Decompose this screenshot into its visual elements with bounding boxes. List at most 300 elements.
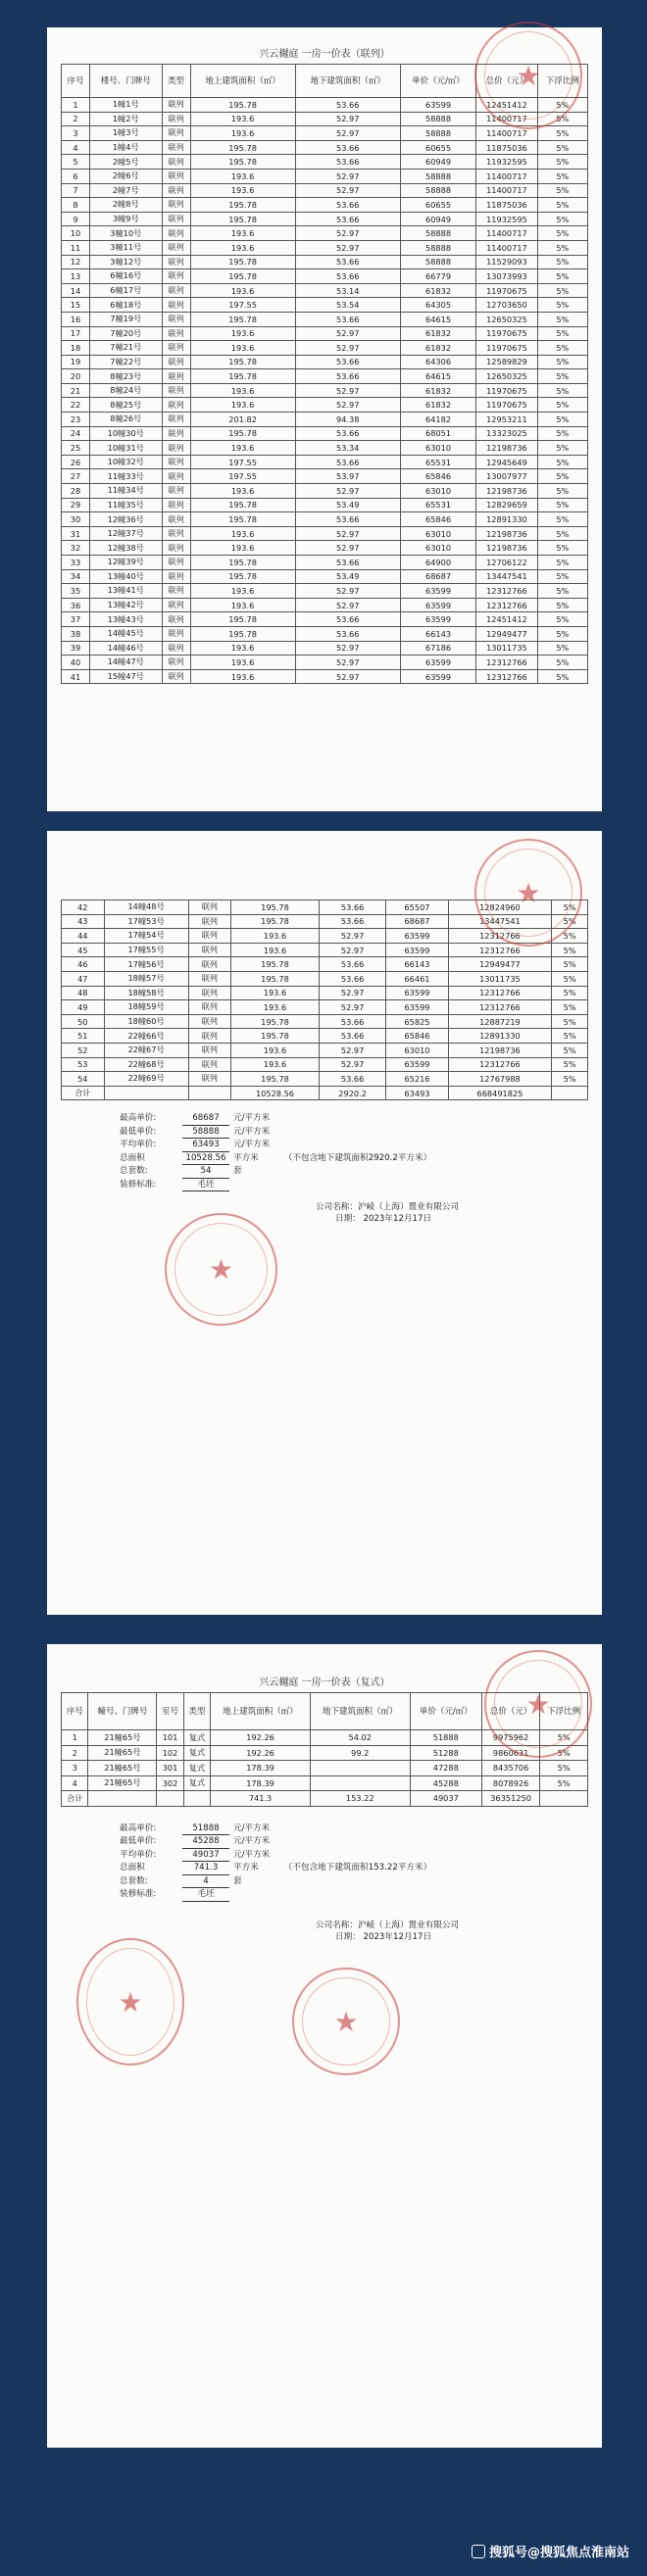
table-row bbox=[62, 441, 588, 456]
table-cell: 11幢35号 bbox=[89, 498, 162, 512]
table-cell: 52.97 bbox=[319, 1057, 386, 1072]
table-row bbox=[62, 526, 588, 541]
table-cell: 5% bbox=[537, 469, 587, 484]
table-cell: 12312766 bbox=[448, 1057, 552, 1072]
table-cell: 10 bbox=[62, 226, 90, 241]
table-cell: 5% bbox=[537, 612, 587, 627]
table-cell: 48 bbox=[62, 986, 105, 1000]
table-cell: 192.26 bbox=[211, 1745, 311, 1761]
table-row bbox=[62, 1775, 588, 1791]
table-cell: 2幢8号 bbox=[89, 198, 162, 213]
table-cell: 54 bbox=[62, 1072, 105, 1087]
table-cell: 195.78 bbox=[190, 212, 295, 226]
table-cell: 11970675 bbox=[476, 398, 537, 413]
table-cell: 32 bbox=[62, 541, 90, 556]
table-cell: 5% bbox=[537, 413, 587, 427]
table-cell: 3 bbox=[62, 1761, 88, 1776]
table-cell: 52.97 bbox=[295, 526, 400, 541]
table-cell: 193.6 bbox=[190, 326, 295, 341]
table-cell: 联列 bbox=[162, 656, 190, 670]
table-cell: 联列 bbox=[162, 140, 190, 155]
table-cell: 5% bbox=[537, 269, 587, 284]
table-cell: 12312766 bbox=[476, 584, 537, 599]
table-cell: 5% bbox=[537, 498, 587, 512]
table-cell: 联列 bbox=[188, 1043, 231, 1057]
table-cell: 10幢32号 bbox=[89, 455, 162, 469]
table-cell: 13447541 bbox=[448, 914, 552, 929]
table-cell: 193.6 bbox=[190, 169, 295, 183]
table-cell: 52.97 bbox=[319, 1000, 386, 1015]
table-cell: 53.66 bbox=[295, 369, 400, 384]
table-cell: 52.97 bbox=[295, 240, 400, 255]
table-cell: 52.97 bbox=[319, 1043, 386, 1057]
table-cell: 201.82 bbox=[190, 413, 295, 427]
table-cell: 5% bbox=[552, 1057, 588, 1072]
table-cell: 36351250 bbox=[482, 1791, 540, 1807]
table-cell: 5% bbox=[552, 986, 588, 1000]
table-row bbox=[62, 212, 588, 226]
table-cell: 68687 bbox=[400, 569, 475, 584]
table-cell: 联列 bbox=[188, 929, 231, 944]
table-cell: 联列 bbox=[162, 441, 190, 456]
table-cell: 193.6 bbox=[190, 598, 295, 612]
table-cell: 52.97 bbox=[295, 484, 400, 499]
table-cell: 195.78 bbox=[231, 971, 320, 986]
table-cell: 64615 bbox=[400, 369, 475, 384]
table-row bbox=[62, 398, 588, 413]
table-cell: 6幢17号 bbox=[89, 283, 162, 298]
table-cell: 联列 bbox=[188, 1072, 231, 1087]
table-cell: 5% bbox=[552, 1000, 588, 1015]
table-cell: 5% bbox=[537, 183, 587, 198]
table-cell: 联列 bbox=[162, 426, 190, 441]
table-cell: 193.6 bbox=[190, 584, 295, 599]
table-cell: 12 bbox=[62, 255, 90, 269]
table-cell: 53.66 bbox=[295, 455, 400, 469]
table-cell: 53.66 bbox=[319, 957, 386, 972]
table-cell: 12891330 bbox=[448, 1029, 552, 1044]
table-cell: 2 bbox=[62, 112, 90, 126]
table-cell: 63599 bbox=[400, 584, 475, 599]
table-cell: 21幢65号 bbox=[88, 1745, 157, 1761]
company-name: 公司名称：沪崚（上海）置业有限公司 bbox=[316, 1202, 460, 1213]
table-cell: 36 bbox=[62, 598, 90, 612]
table-cell: 63599 bbox=[386, 943, 448, 957]
table-cell: 5% bbox=[552, 929, 588, 944]
table-cell: 5% bbox=[537, 641, 587, 656]
company-seal-icon: ★ bbox=[76, 1938, 184, 2066]
table-cell: 13011735 bbox=[448, 971, 552, 986]
table-cell: 37 bbox=[62, 612, 90, 627]
column-header: 类型 bbox=[162, 65, 190, 98]
table-cell: 63010 bbox=[400, 484, 475, 499]
table-cell: 66461 bbox=[386, 971, 448, 986]
table-cell: 60655 bbox=[400, 198, 475, 213]
table-cell: 24 bbox=[62, 426, 90, 441]
table-cell: 7幢22号 bbox=[89, 355, 162, 369]
table-cell: 58888 bbox=[400, 240, 475, 255]
table-cell: 5% bbox=[540, 1745, 588, 1761]
table-cell: 63599 bbox=[386, 929, 448, 944]
table-cell: 11400717 bbox=[476, 226, 537, 241]
price-sheet-2 bbox=[47, 831, 602, 1615]
table-row bbox=[62, 469, 588, 484]
table-row bbox=[62, 656, 588, 670]
table-cell: 联列 bbox=[162, 413, 190, 427]
table-cell: 17幢55号 bbox=[104, 943, 188, 957]
table-cell: 11970675 bbox=[476, 341, 537, 356]
table-cell: 30 bbox=[62, 512, 90, 527]
min-price: 58888 bbox=[182, 1126, 229, 1140]
table-row bbox=[62, 298, 588, 313]
table-cell: 193.6 bbox=[231, 1057, 320, 1072]
table-cell: 193.6 bbox=[231, 1000, 320, 1015]
table-cell: 58888 bbox=[400, 126, 475, 141]
table-cell: 3 bbox=[62, 126, 90, 141]
table-cell: 5% bbox=[537, 455, 587, 469]
table-row bbox=[62, 556, 588, 570]
table-cell: 26 bbox=[62, 455, 90, 469]
table-cell: 52.97 bbox=[295, 126, 400, 141]
table-cell: 53.66 bbox=[319, 1029, 386, 1044]
table-cell: 193.6 bbox=[231, 943, 320, 957]
table-cell: 94.38 bbox=[295, 413, 400, 427]
table-cell: 5% bbox=[552, 1014, 588, 1029]
table-row bbox=[62, 413, 588, 427]
table-cell: 60949 bbox=[400, 212, 475, 226]
table-row bbox=[62, 957, 588, 972]
table-cell: 11400717 bbox=[476, 126, 537, 141]
table-cell: 52.97 bbox=[295, 112, 400, 126]
table-cell: 联列 bbox=[162, 498, 190, 512]
table-cell: 7 bbox=[62, 183, 90, 198]
unit-count: 4 bbox=[182, 1875, 229, 1889]
table-cell: 16 bbox=[62, 312, 90, 326]
table-cell: 1 bbox=[62, 1730, 88, 1746]
table-cell: 63010 bbox=[400, 526, 475, 541]
table-cell: 22幢69号 bbox=[104, 1072, 188, 1087]
table-cell: 9975962 bbox=[482, 1730, 540, 1746]
table-cell: 11970675 bbox=[476, 383, 537, 398]
table-cell: 49 bbox=[62, 1000, 105, 1015]
table-row bbox=[62, 612, 588, 627]
table-cell: 63010 bbox=[400, 441, 475, 456]
table-cell: 联列 bbox=[188, 986, 231, 1000]
table-cell: 5% bbox=[537, 669, 587, 684]
table-cell: 12312766 bbox=[448, 1000, 552, 1015]
table-cell bbox=[310, 1775, 410, 1791]
table-cell: 195.78 bbox=[231, 1014, 320, 1029]
table-cell: 5% bbox=[537, 126, 587, 141]
table-cell: 联列 bbox=[162, 98, 190, 113]
table-cell: 13 bbox=[62, 269, 90, 284]
table-cell: 193.6 bbox=[190, 398, 295, 413]
table-cell: 12650325 bbox=[476, 369, 537, 384]
table-cell: 5% bbox=[537, 226, 587, 241]
table-cell: 23 bbox=[62, 413, 90, 427]
table-cell: 12703650 bbox=[476, 298, 537, 313]
table-cell: 60949 bbox=[400, 155, 475, 170]
table-cell: 43 bbox=[62, 914, 105, 929]
table-row bbox=[62, 541, 588, 556]
table-cell: 193.6 bbox=[190, 669, 295, 684]
table-cell: 58888 bbox=[400, 255, 475, 269]
table-row bbox=[62, 1000, 588, 1015]
table-cell: 39 bbox=[62, 641, 90, 656]
table-cell: 1幢3号 bbox=[89, 126, 162, 141]
table-cell: 63599 bbox=[400, 656, 475, 670]
table-cell: 12幢39号 bbox=[89, 556, 162, 570]
table-cell: 10528.56 bbox=[231, 1086, 320, 1100]
table-cell: 17幢53号 bbox=[104, 914, 188, 929]
table-cell: 11529093 bbox=[476, 255, 537, 269]
table-cell: 21 bbox=[62, 383, 90, 398]
table-cell: 49037 bbox=[410, 1791, 481, 1807]
table-cell: 联列 bbox=[162, 240, 190, 255]
table-cell: 联列 bbox=[162, 112, 190, 126]
table-cell: 8幢25号 bbox=[89, 398, 162, 413]
table-cell: 7幢19号 bbox=[89, 312, 162, 326]
table-row bbox=[62, 383, 588, 398]
table-cell: 6幢18号 bbox=[89, 298, 162, 313]
table-cell: 15 bbox=[62, 298, 90, 313]
table-row bbox=[62, 255, 588, 269]
table-cell: 12706122 bbox=[476, 556, 537, 570]
issue-date: 日期： 2023年12月17日 bbox=[335, 1214, 432, 1225]
table-cell: 51 bbox=[62, 1029, 105, 1044]
table-cell: 19 bbox=[62, 355, 90, 369]
table-cell: 13323025 bbox=[476, 426, 537, 441]
table-cell: 12891330 bbox=[476, 512, 537, 527]
table-cell: 5% bbox=[537, 283, 587, 298]
table-row bbox=[62, 1072, 588, 1087]
table-cell: 99.2 bbox=[310, 1745, 410, 1761]
table-cell: 1幢2号 bbox=[89, 112, 162, 126]
table-cell: 63599 bbox=[386, 1000, 448, 1015]
table-cell: 61832 bbox=[400, 383, 475, 398]
table-cell: 46 bbox=[62, 957, 105, 972]
table-cell: 52.97 bbox=[295, 383, 400, 398]
table-cell: 193.6 bbox=[231, 1043, 320, 1057]
table-row bbox=[62, 971, 588, 986]
table-cell: 101 bbox=[157, 1730, 183, 1746]
table-cell: 14幢47号 bbox=[89, 656, 162, 670]
column-header: 下浮比例 bbox=[540, 1693, 588, 1730]
table-row bbox=[62, 169, 588, 183]
table-cell: 22幢68号 bbox=[104, 1057, 188, 1072]
table-cell: 15幢47号 bbox=[89, 669, 162, 684]
table-cell: 53.54 bbox=[295, 298, 400, 313]
table-cell: 18幢59号 bbox=[104, 1000, 188, 1015]
table-cell: 联列 bbox=[162, 169, 190, 183]
table-cell: 4 bbox=[62, 1775, 88, 1791]
table-cell: 5 bbox=[62, 155, 90, 170]
table-cell: 12312766 bbox=[476, 669, 537, 684]
table-cell: 301 bbox=[157, 1761, 183, 1776]
table-cell: 53 bbox=[62, 1057, 105, 1072]
table-cell: 13447541 bbox=[476, 569, 537, 584]
table-cell: 12幢36号 bbox=[89, 512, 162, 527]
table-cell: 8幢23号 bbox=[89, 369, 162, 384]
table-cell: 5% bbox=[537, 556, 587, 570]
table-row bbox=[62, 126, 588, 141]
table-cell: 53.66 bbox=[295, 212, 400, 226]
table-cell bbox=[310, 1761, 410, 1776]
company-seal-icon: ★ bbox=[474, 839, 582, 947]
table-cell: 53.66 bbox=[295, 512, 400, 527]
table-cell: 12949477 bbox=[476, 626, 537, 641]
table-cell: 193.6 bbox=[190, 641, 295, 656]
table-cell: 联列 bbox=[162, 612, 190, 627]
table-cell: 5% bbox=[537, 569, 587, 584]
table-cell: 13幢41号 bbox=[89, 584, 162, 599]
table-cell: 302 bbox=[157, 1775, 183, 1791]
table-cell: 12幢38号 bbox=[89, 541, 162, 556]
table-cell: 合计 bbox=[62, 1086, 105, 1100]
table-cell: 21幢65号 bbox=[88, 1730, 157, 1746]
table-cell: 12198736 bbox=[448, 1043, 552, 1057]
table-cell: 联列 bbox=[162, 198, 190, 213]
table-cell: 12幢37号 bbox=[89, 526, 162, 541]
table-cell: 7幢20号 bbox=[89, 326, 162, 341]
table-row bbox=[62, 512, 588, 527]
table-cell: 18幢58号 bbox=[104, 986, 188, 1000]
table-cell: 45288 bbox=[410, 1775, 481, 1791]
table-cell: 11875036 bbox=[476, 198, 537, 213]
table-cell: 63599 bbox=[400, 669, 475, 684]
table-cell: 5% bbox=[552, 1029, 588, 1044]
table-row bbox=[62, 1014, 588, 1029]
table-cell: 5% bbox=[537, 255, 587, 269]
table-cell bbox=[88, 1791, 157, 1807]
table-cell: 联列 bbox=[162, 326, 190, 341]
table-cell: 11幢33号 bbox=[89, 469, 162, 484]
table-cell: 53.66 bbox=[295, 612, 400, 627]
table-cell bbox=[552, 1086, 588, 1100]
max-price: 68687 bbox=[182, 1112, 229, 1126]
table-row bbox=[62, 198, 588, 213]
table-cell: 53.66 bbox=[295, 269, 400, 284]
table-cell: 64306 bbox=[400, 355, 475, 369]
table-cell: 14幢46号 bbox=[89, 641, 162, 656]
table-cell: 52.97 bbox=[295, 183, 400, 198]
table-cell: 41 bbox=[62, 669, 90, 684]
table-cell: 12312766 bbox=[476, 656, 537, 670]
table-cell: 5% bbox=[552, 900, 588, 915]
table-cell: 12953211 bbox=[476, 413, 537, 427]
table-cell: 153.22 bbox=[310, 1791, 410, 1807]
table-cell: 61832 bbox=[400, 341, 475, 356]
table-cell: 53.66 bbox=[295, 626, 400, 641]
company-seal-icon: ★ bbox=[165, 1213, 277, 1326]
table-cell: 53.66 bbox=[319, 900, 386, 915]
table-cell: 195.78 bbox=[190, 269, 295, 284]
table-cell: 195.78 bbox=[190, 198, 295, 213]
table-row bbox=[62, 669, 588, 684]
table-cell: 13011735 bbox=[476, 641, 537, 656]
total-area: 10528.56 bbox=[182, 1152, 229, 1166]
table-cell: 68051 bbox=[400, 426, 475, 441]
table-row bbox=[62, 355, 588, 369]
table-cell: 65846 bbox=[386, 1029, 448, 1044]
table-cell: 联列 bbox=[162, 598, 190, 612]
table-cell: 53.66 bbox=[295, 312, 400, 326]
total-area: 741.3 bbox=[182, 1862, 229, 1875]
table-cell: 18幢57号 bbox=[104, 971, 188, 986]
company-block bbox=[316, 1201, 588, 1225]
table-cell: 65531 bbox=[400, 498, 475, 512]
table-cell: 63599 bbox=[400, 598, 475, 612]
table-cell: 8078926 bbox=[482, 1775, 540, 1791]
table-row bbox=[62, 641, 588, 656]
table-cell: 22 bbox=[62, 398, 90, 413]
table-cell: 65825 bbox=[386, 1014, 448, 1029]
column-header: 楼号、门牌号 bbox=[89, 65, 162, 98]
table-cell: 8435706 bbox=[482, 1761, 540, 1776]
table-cell: 192.26 bbox=[211, 1730, 311, 1746]
table-cell: 联列 bbox=[162, 526, 190, 541]
table-cell: 58888 bbox=[400, 226, 475, 241]
table-cell: 联列 bbox=[162, 183, 190, 198]
table-cell: 33 bbox=[62, 556, 90, 570]
table-cell: 1幢1号 bbox=[89, 98, 162, 113]
table-cell: 193.6 bbox=[190, 383, 295, 398]
issue-date: 日期： 2023年12月17日 bbox=[335, 1931, 432, 1942]
table-cell: 17幢56号 bbox=[104, 957, 188, 972]
table-cell: 178.39 bbox=[211, 1761, 311, 1776]
table-cell: 58888 bbox=[400, 112, 475, 126]
table-cell: 2920.2 bbox=[319, 1086, 386, 1100]
table-cell: 6幢16号 bbox=[89, 269, 162, 284]
table-cell: 11932595 bbox=[476, 212, 537, 226]
table-cell: 11 bbox=[62, 240, 90, 255]
table-cell: 2 bbox=[62, 1745, 88, 1761]
table-cell: 14幢48号 bbox=[104, 900, 188, 915]
table-row bbox=[62, 1057, 588, 1072]
table-cell: 52.97 bbox=[295, 169, 400, 183]
table-cell: 1 bbox=[62, 98, 90, 113]
table-cell: 复式 bbox=[183, 1775, 210, 1791]
table-cell: 联列 bbox=[162, 641, 190, 656]
price-table bbox=[61, 64, 588, 684]
company-name: 公司名称：沪崚（上海）置业有限公司 bbox=[316, 1920, 460, 1930]
table-cell bbox=[183, 1791, 210, 1807]
table-cell: 5% bbox=[537, 98, 587, 113]
table-cell: 12824960 bbox=[448, 900, 552, 915]
table-cell: 5% bbox=[537, 426, 587, 441]
table-cell: 联列 bbox=[162, 355, 190, 369]
table-row bbox=[62, 312, 588, 326]
table-cell: 53.66 bbox=[295, 140, 400, 155]
table-cell: 668491825 bbox=[448, 1086, 552, 1100]
table-row bbox=[62, 426, 588, 441]
table-cell: 193.6 bbox=[190, 126, 295, 141]
table-cell: 11970675 bbox=[476, 326, 537, 341]
table-cell: 34 bbox=[62, 569, 90, 584]
table-cell: 3幢10号 bbox=[89, 226, 162, 241]
table-cell: 53.66 bbox=[319, 1072, 386, 1087]
table-cell: 195.78 bbox=[190, 569, 295, 584]
min-price: 45288 bbox=[182, 1835, 229, 1849]
table-cell: 63493 bbox=[386, 1086, 448, 1100]
table-cell: 联列 bbox=[162, 298, 190, 313]
table-cell: 67186 bbox=[400, 641, 475, 656]
table-cell: 12312766 bbox=[476, 598, 537, 612]
table-cell: 8幢26号 bbox=[89, 413, 162, 427]
table-cell: 18幢60号 bbox=[104, 1014, 188, 1029]
watermark: 搜狐号@搜狐焦点淮南站 bbox=[472, 2542, 629, 2560]
table-cell: 5% bbox=[552, 1072, 588, 1087]
